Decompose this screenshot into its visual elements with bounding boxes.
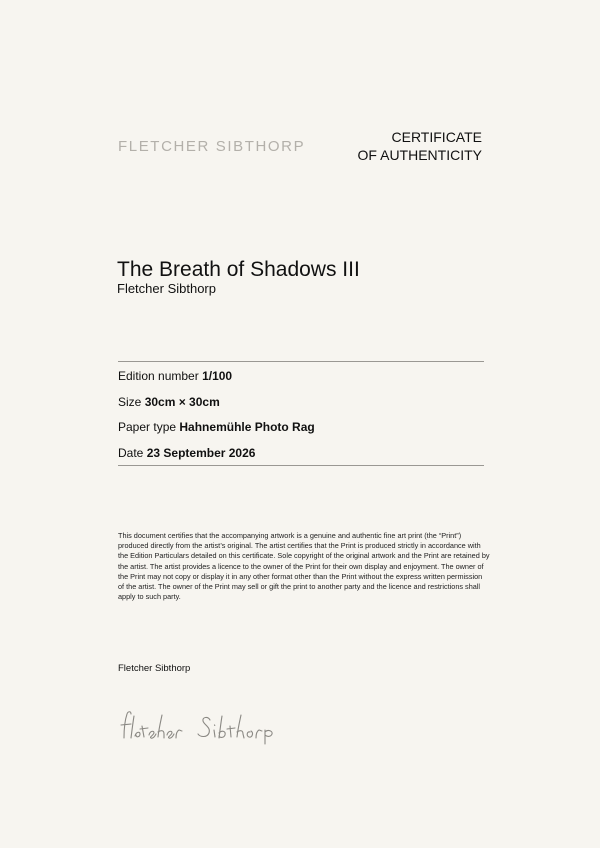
size-value: 30cm × 30cm	[144, 395, 220, 409]
paper-value: Hahnemühle Photo Rag	[179, 420, 315, 434]
artwork-title: The Breath of Shadows III	[117, 258, 360, 281]
brand-logotype: FLETCHER SIBTHORP	[118, 138, 306, 155]
date-value: 23 September 2026	[146, 446, 256, 460]
divider-top	[118, 361, 484, 362]
certificate-heading	[340, 128, 482, 164]
date-label: Date	[118, 446, 144, 460]
divider-bottom	[118, 465, 484, 466]
certificate-heading-line-1: CERTIFICATE	[391, 129, 482, 145]
size-row	[118, 394, 220, 410]
size-label: Size	[118, 395, 142, 409]
paper-row	[118, 419, 315, 435]
edition-row	[118, 368, 232, 384]
legal-statement: This document certifies that the accompanying artwork is a genuine and authentic fine art print (the “Print”) produced directly from the artist’s original. The artist certifies that the Print is produced strictly in accordance with the Edition Particulars detailed on this certificate. Sole copyright of the original artwork and the Print are retained by the artist. The artist provides a licence to the owner of the Print for their own display and enjoyment. The owner of the Print may not copy or display it in any other format other than the Print without the express written permission of the artist. The owner of the Print may sell or gift the print to another party and the licence and restrictions shall apply to such party.	[118, 531, 490, 602]
paper-label: Paper type	[118, 420, 177, 434]
signatory-name: Fletcher Sibthorp	[118, 663, 191, 674]
certificate-heading-line-2: OF AUTHENTICITY	[357, 147, 482, 163]
handwritten-signature	[118, 708, 288, 746]
edition-label: Edition number	[118, 369, 199, 383]
date-row	[118, 445, 255, 461]
edition-value: 1/100	[202, 369, 233, 383]
artwork-artist: Fletcher Sibthorp	[117, 281, 216, 296]
